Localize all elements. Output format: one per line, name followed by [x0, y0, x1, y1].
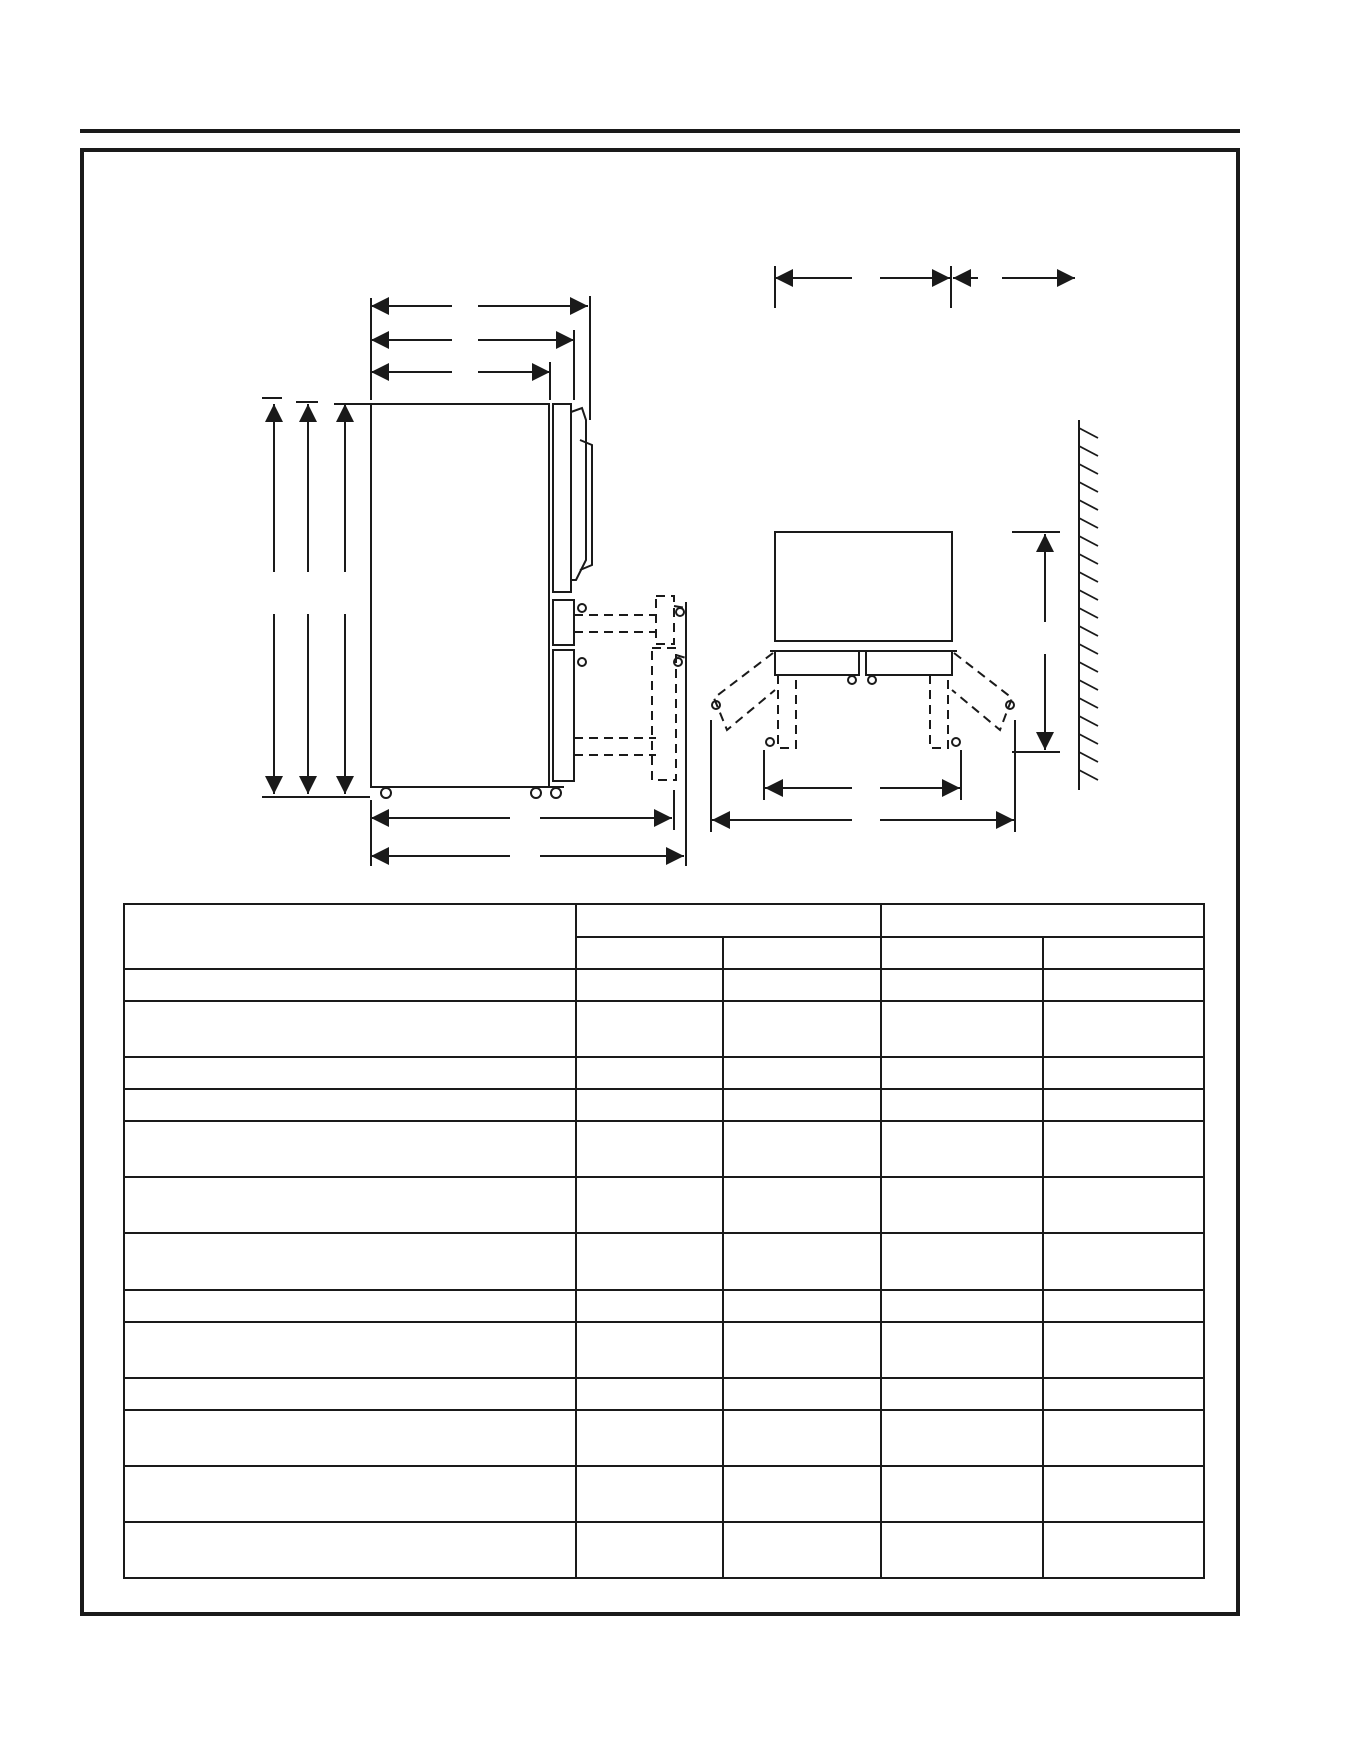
row-value	[723, 1177, 881, 1233]
table-row	[124, 1466, 1204, 1522]
row-value	[881, 1177, 1043, 1233]
row-value	[723, 1378, 881, 1410]
row-value	[1043, 1233, 1204, 1289]
row-label	[124, 1089, 576, 1121]
header-unit	[1043, 937, 1204, 969]
row-value	[881, 1121, 1043, 1177]
row-value	[723, 1001, 881, 1057]
table-row	[124, 1089, 1204, 1121]
row-value	[1043, 969, 1204, 1001]
row-value	[1043, 1522, 1204, 1578]
row-value	[576, 1057, 723, 1089]
row-value	[723, 1410, 881, 1466]
table-row	[124, 1233, 1204, 1289]
table-row	[124, 1057, 1204, 1089]
row-value	[881, 1057, 1043, 1089]
row-value	[1043, 1290, 1204, 1322]
row-value	[1043, 1089, 1204, 1121]
row-value	[576, 1233, 723, 1289]
header-unit	[723, 937, 881, 969]
row-value	[576, 1121, 723, 1177]
row-value	[1043, 1177, 1204, 1233]
row-value	[1043, 1410, 1204, 1466]
row-value	[576, 1378, 723, 1410]
row-value	[1043, 1322, 1204, 1378]
table-row	[124, 1121, 1204, 1177]
header-group	[881, 904, 1204, 937]
table-row	[124, 1410, 1204, 1466]
row-value	[1043, 1121, 1204, 1177]
row-label	[124, 1522, 576, 1578]
table-row	[124, 969, 1204, 1001]
row-value	[881, 1466, 1043, 1522]
row-value	[576, 1522, 723, 1578]
header-group	[576, 904, 881, 937]
row-label	[124, 1001, 576, 1057]
row-value	[881, 1290, 1043, 1322]
row-label	[124, 1233, 576, 1289]
row-value	[576, 1466, 723, 1522]
row-value	[576, 1290, 723, 1322]
row-label	[124, 1410, 576, 1466]
row-value	[723, 969, 881, 1001]
row-value	[576, 969, 723, 1001]
row-value	[881, 1233, 1043, 1289]
row-value	[723, 1466, 881, 1522]
row-value	[881, 969, 1043, 1001]
row-value	[576, 1322, 723, 1378]
row-label	[124, 1177, 576, 1233]
table-row	[124, 1290, 1204, 1322]
top-view	[711, 266, 1098, 832]
header-unit	[576, 937, 723, 969]
header-corner	[124, 904, 576, 969]
row-value	[723, 1522, 881, 1578]
table-row	[124, 1522, 1204, 1578]
row-value	[1043, 1378, 1204, 1410]
row-value	[723, 1121, 881, 1177]
table-row	[124, 1177, 1204, 1233]
row-value	[576, 1001, 723, 1057]
row-value	[723, 1057, 881, 1089]
row-value	[881, 1522, 1043, 1578]
row-value	[723, 1233, 881, 1289]
row-value	[723, 1089, 881, 1121]
row-value	[881, 1410, 1043, 1466]
table-row	[124, 1378, 1204, 1410]
row-value	[1043, 1057, 1204, 1089]
row-label	[124, 1121, 576, 1177]
row-value	[723, 1322, 881, 1378]
row-value	[576, 1410, 723, 1466]
row-value	[576, 1177, 723, 1233]
row-value	[1043, 1001, 1204, 1057]
table-row	[124, 1001, 1204, 1057]
row-value	[576, 1089, 723, 1121]
side-view	[262, 296, 686, 866]
dimension-table	[123, 903, 1205, 1579]
table-row	[124, 1322, 1204, 1378]
row-label	[124, 1322, 576, 1378]
row-value	[881, 1089, 1043, 1121]
row-value	[1043, 1466, 1204, 1522]
row-label	[124, 1057, 576, 1089]
row-value	[881, 1001, 1043, 1057]
row-label	[124, 1290, 576, 1322]
row-label	[124, 969, 576, 1001]
header-unit	[881, 937, 1043, 969]
row-value	[881, 1322, 1043, 1378]
row-label	[124, 1378, 576, 1410]
row-label	[124, 1466, 576, 1522]
row-value	[723, 1290, 881, 1322]
row-value	[881, 1378, 1043, 1410]
